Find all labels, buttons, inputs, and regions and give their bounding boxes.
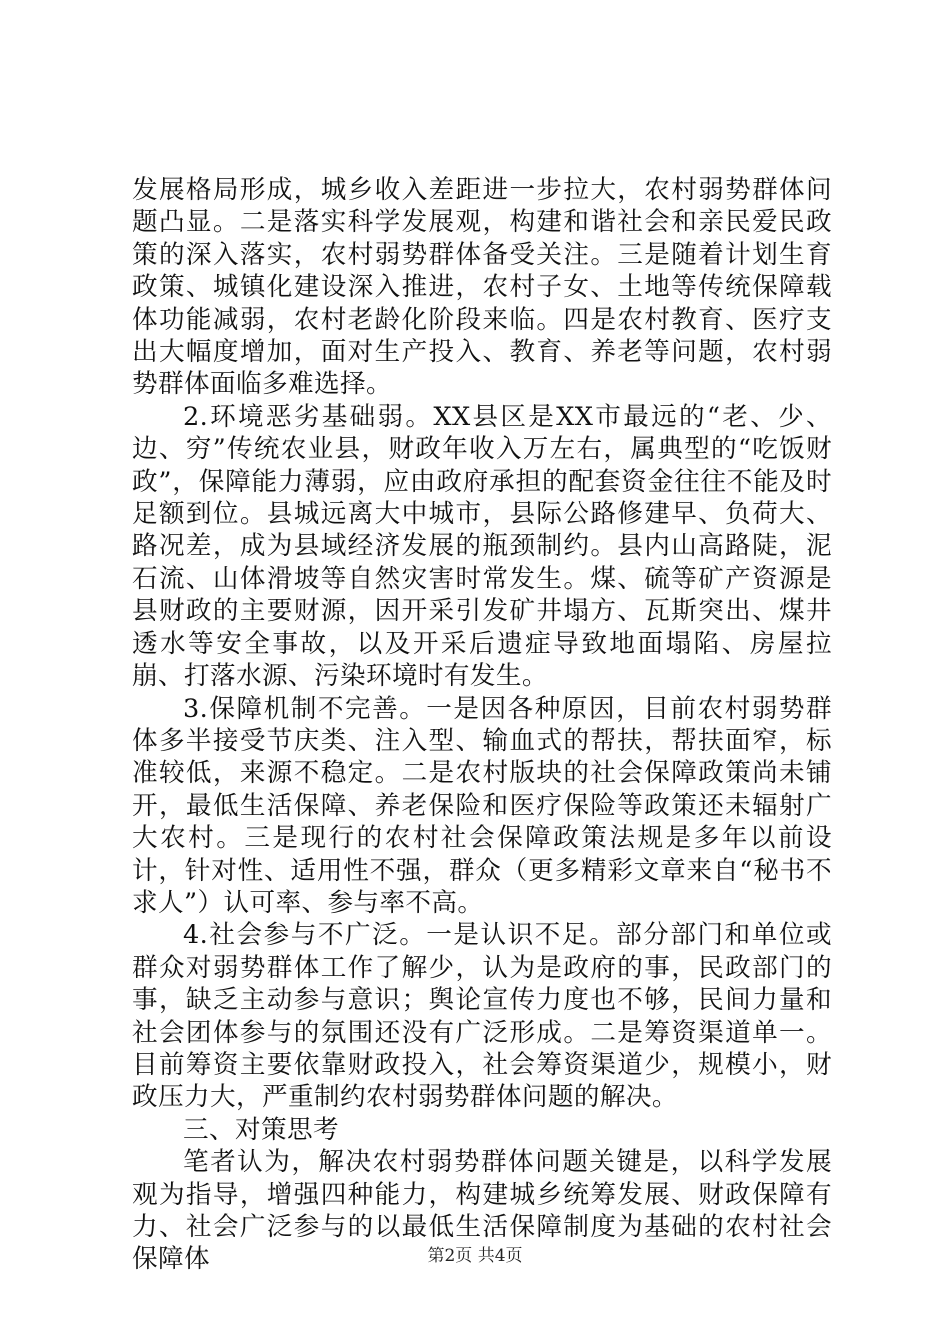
paragraph-countermeasures: 笔者认为，解决农村弱势群体问题关键是，以科学发展观为指导，增强四种能力，构建城乡统筹发展、财政保障有力、社会广泛参与的以最低生活保障制度为基础的农村社会保障体 [132,1147,832,1275]
paragraph-social-participation: 4.社会参与不广泛。一是认识不足。部分部门和单位或群众对弱势群体工作了解少，认为是政府的事，民政部门的事，缺乏主动参与意识；舆论宣传力度也不够，民间力量和社会团体参与的氛围还没有广泛形成。二是筹资渠道单一。目前筹资主要依靠财政投入，社会筹资渠道少，规模小，财政压力大，严重制约农村弱势群体问题的解决。 [132,920,832,1113]
paragraph-environment: 2.环境恶劣基础弱。XX县区是XX市最远的“老、少、边、穷”传统农业县，财政年收入万左右，属典型的“吃饭财政”，保障能力薄弱，应由政府承担的配套资金往往不能及时足额到位。县城远离大中城市，县际公路修建早、负荷大、路况差，成为县域经济发展的瓶颈制约。县内山高路陡，泥石流、山体滑坡等自然灾害时常发生。煤、硫等矿产资源是县财政的主要财源，因开采引发矿井塌方、瓦斯突出、煤井透水等安全事故，以及开采后遗症导致地面塌陷、房屋拉崩、打落水源、污染环境时有发生。 [132,401,832,692]
paragraph-mechanism: 3.保障机制不完善。一是因各种原因，目前农村弱势群体多半接受节庆类、注入型、输血式的帮扶，帮扶面窄，标准较低，来源不稳定。二是农村版块的社会保障政策尚未铺开，最低生活保障、养老保险和医疗保险等政策还未辐射广大农村。三是现行的农村社会保障政策法规是多年以前设计，针对性、适用性不强，群众（更多精彩文章来自“秘书不求人”）认可率、参与率不高。 [132,693,832,918]
page-number-footer: 第2页 共4页 [427,1246,523,1266]
body-text [132,174,832,1276]
paragraph-continuation: 发展格局形成，城乡收入差距进一步拉大，农村弱势群体问题凸显。二是落实科学发展观，构建和谐社会和亲民爱民政策的深入落实，农村弱势群体备受关注。三是随着计划生育政策、城镇化建设深入推进，农村子女、土地等传统保障载体功能减弱，农村老龄化阶段来临。四是农村教育、医疗支出大幅度增加，面对生产投入、教育、养老等问题，农村弱势群体面临多难选择。 [132,175,832,400]
section-heading: 三、对策思考 [183,1114,339,1145]
